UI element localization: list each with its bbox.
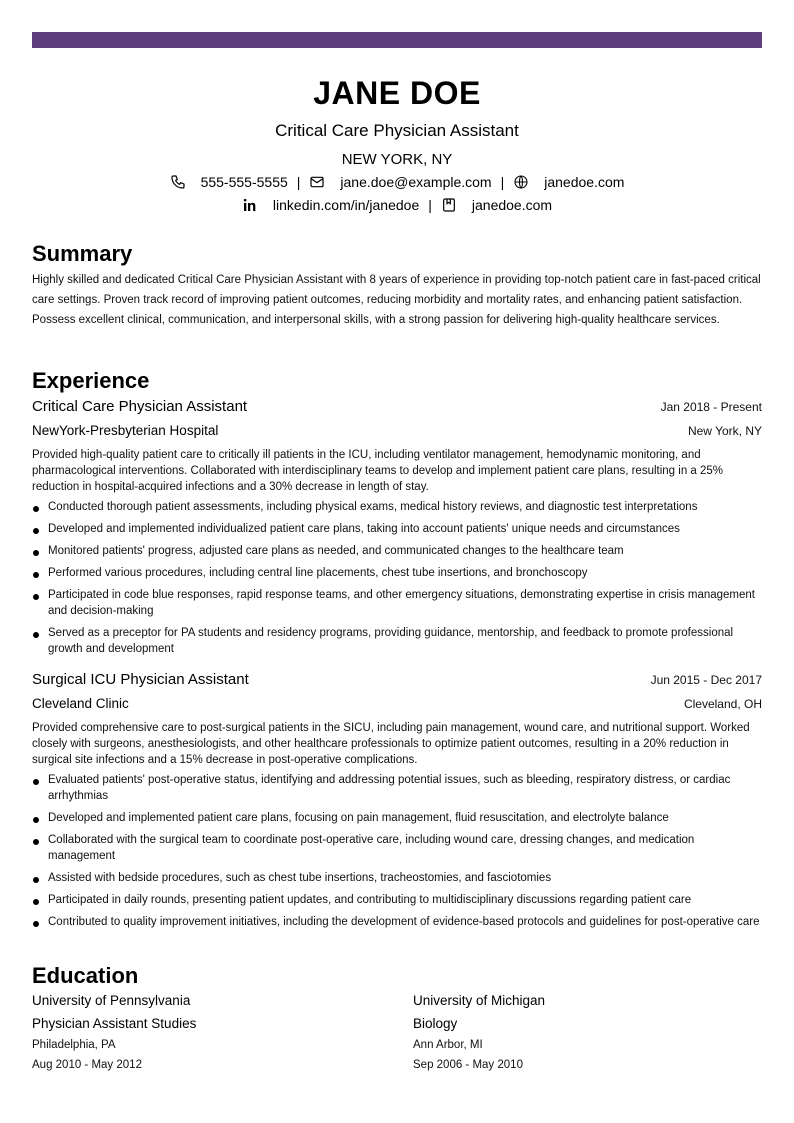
globe-icon [513,174,529,190]
edu-degree: Biology [413,1016,458,1031]
edu-school: University of Michigan [413,993,546,1008]
candidate-location: NEW YORK, NY [341,151,453,168]
phone-number[interactable]: 555-555-5555 [200,173,288,190]
contact-row-primary [32,170,762,193]
bullet-item [32,870,762,886]
education-heading: Education [32,963,139,988]
resume-header [32,74,762,216]
bullet-text: Developed and implemented patient care plans, focusing on pain management, fluid resuscitation, and electrolyte balance [48,812,669,824]
summary-heading: Summary [32,241,133,266]
bullet-text: Evaluated patients' post-operative status, identifying and addressing potential issues, such as bleeding, respiratory distress, or cardiac arrhythmias [48,774,731,802]
experience-heading: Experience [32,368,150,393]
edu-location: Philadelphia, PA [32,1039,116,1051]
bullet-item [32,499,762,515]
bullet-text: Participated in code blue responses, rapid response teams, and other emergency situations, demonstrating expertise in crisis management and decision-making [48,589,755,617]
job-location: New York, NY [687,424,762,438]
job-organization: NewYork-Presbyterian Hospital [32,423,219,438]
edu-school: University of Pennsylvania [32,993,191,1008]
job-subheader [32,694,762,714]
education-entry [32,991,372,1074]
bullet-icon [33,528,39,534]
job-bullets [32,499,762,657]
bullet-text: Conducted thorough patient assessments, including physical exams, medical history reviews, and diagnostic test interpretations [48,501,698,513]
portfolio-icon [441,197,457,213]
bullet-item [32,521,762,537]
job-dates: Jan 2018 - Present [660,400,762,414]
bullet-text: Participated in daily rounds, presenting patient updates, and contributing to multidisciplinary discussions regarding patient care [48,894,692,906]
candidate-title: Critical Care Physician Assistant [275,121,519,140]
bullet-item [32,587,762,619]
bullet-icon [33,572,39,578]
job-subheader [32,421,762,441]
edu-degree: Physician Assistant Studies [32,1016,197,1031]
bullet-text: Performed various procedures, including central line placements, chest tube insertions, and bronchoscopy [48,567,588,579]
separator: | [296,173,301,190]
phone-icon [170,174,186,190]
bullet-item [32,892,762,908]
bullet-text: Developed and implemented individualized patient care plans, taking into account patients' unique needs and circumstances [48,523,680,535]
bullet-item [32,625,762,657]
bullet-item [32,772,762,804]
bullet-icon [33,921,39,927]
bullet-icon [33,550,39,556]
job-header [32,670,762,690]
job-description: Provided comprehensive care to post-surgical patients in the SICU, including pain management, wound care, and nutritional support. Worked closely with surgeons, anesthesiologists, and other healthcare professionals to optimize patient outcomes, resulting in a 20% reduction in surgical site infections and a 15% decrease in post-operative complications. [32,722,750,766]
bullet-text: Contributed to quality improvement initiatives, including the development of evidence-based protocols and guidelines for post-operative care [48,916,760,928]
bullet-icon [33,839,39,845]
job-dates: Jun 2015 - Dec 2017 [650,673,762,687]
job-header [32,397,762,417]
edu-dates: Aug 2010 - May 2012 [32,1059,142,1071]
job-location: Cleveland, OH [683,697,762,711]
bullet-text: Monitored patients' progress, adjusted care plans as needed, and communicated changes to the healthcare team [48,545,624,557]
linkedin-icon [242,197,258,213]
job-title: Critical Care Physician Assistant [32,398,248,415]
linkedin-link[interactable]: linkedin.com/in/janedoe [272,196,420,213]
contact-row-secondary [32,193,762,216]
portfolio-link[interactable]: janedoe.com [471,196,553,213]
website-link[interactable]: janedoe.com [544,173,625,190]
bullet-item [32,810,762,826]
bullet-item [32,914,762,930]
bullet-icon [33,899,39,905]
bullet-icon [33,877,39,883]
bullet-icon [33,817,39,823]
job-organization: Cleveland Clinic [32,696,129,711]
email-link[interactable]: jane.doe@example.com [340,173,492,190]
job-description: Provided high-quality patient care to critically ill patients in the ICU, including ventilator management, hemodynamic monitoring, and pharmacological interventions. Collaborated with interdisciplinary teams to develop and implement patient care plans, resulting in a 25% reduction in hospital-acquired infections and a 30% decrease in length of stay. [32,449,724,493]
bullet-text: Served as a preceptor for PA students and residency programs, providing guidance, mentorship, and feedback to promote professional growth and development [48,627,734,655]
accent-bar [32,32,762,48]
separator: | [500,173,505,190]
bullet-text: Assisted with bedside procedures, such as chest tube insertions, tracheostomies, and fasciotomies [48,872,552,884]
edu-dates: Sep 2006 - May 2010 [413,1059,523,1071]
bullet-item [32,543,762,559]
bullet-text: Collaborated with the surgical team to coordinate post-operative care, including wound care, dressing changes, and medication management [48,834,695,862]
bullet-item [32,832,762,864]
mail-icon [309,174,325,190]
summary-text: Highly skilled and dedicated Critical Care Physician Assistant with 8 years of experience in providing top-notch patient care in fast-paced critical care settings. Proven track record of improving patient outcomes, reducing morbidity and mortality rates, and enhancing patient satisfaction. Possess excellent clinical, communication, and interpersonal skills, with a strong passion for delivering high-quality healthcare services. [32,274,761,326]
experience-entry [32,670,762,936]
education-entry [413,991,753,1074]
candidate-name: JANE DOE [313,75,481,111]
bullet-icon [33,506,39,512]
job-bullets [32,772,762,930]
bullet-icon [33,779,39,785]
separator: | [428,196,432,213]
edu-location: Ann Arbor, MI [413,1039,483,1051]
experience-entry [32,397,762,663]
bullet-icon [33,594,39,600]
bullet-item [32,565,762,581]
job-title: Surgical ICU Physician Assistant [32,671,249,688]
bullet-icon [33,632,39,638]
